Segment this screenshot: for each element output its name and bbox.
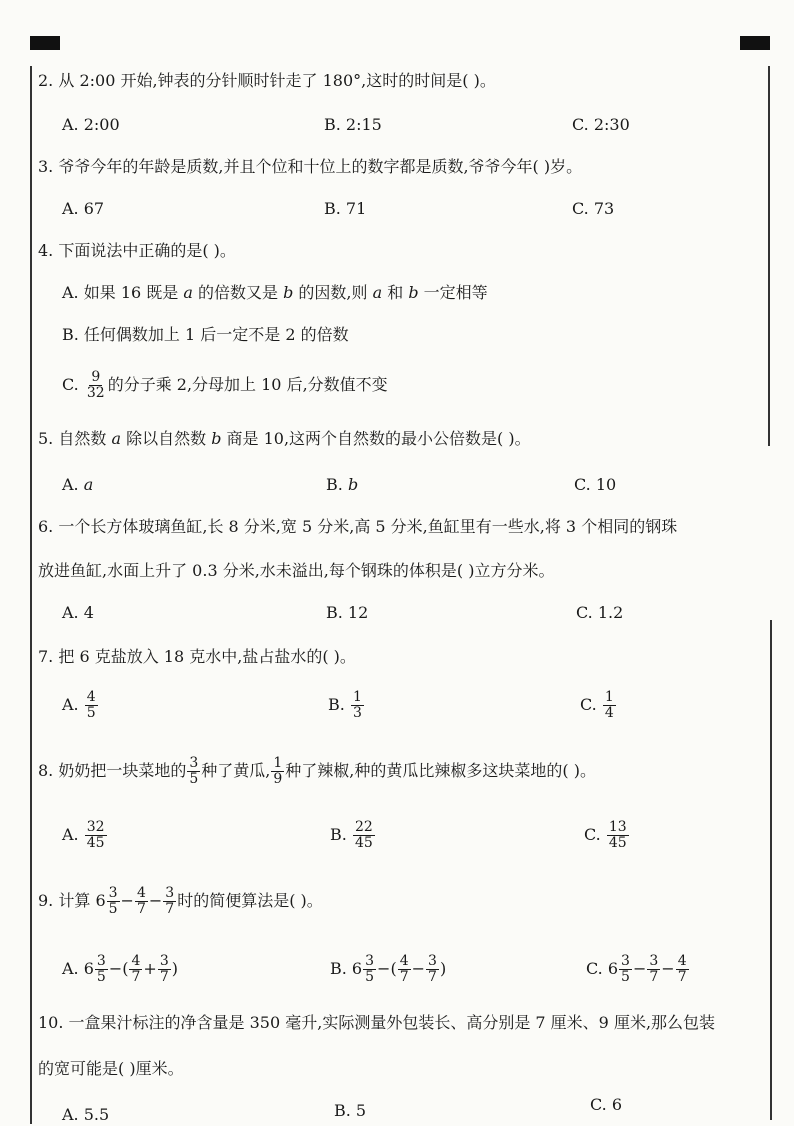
q9-op-2: − [148,891,163,910]
q9a-end: ) [171,959,178,978]
question-2-stem: 2. 从 2:00 开始,钟表的分针顺时针走了 180°,这时的时间是( )。 [38,71,496,90]
q8-text-1: 8. 奶奶把一块菜地的 [38,761,187,780]
question-4-stem: 4. 下面说法中正确的是( )。 [38,241,236,260]
q9c-n3: 4 [677,953,687,969]
q5-text-3: 商是 10,这两个自然数的最小公倍数是( )。 [221,429,531,448]
q8a-prefix: A. [62,825,79,844]
q9b-d1: 5 [365,969,375,985]
question-9-option-c[interactable] [586,954,690,985]
question-6-option-c[interactable]: C. 1.2 [576,603,624,622]
q9b-d2: 7 [399,969,409,985]
question-8-option-c[interactable] [584,820,630,851]
q5-var-1: a [111,429,121,448]
q9b-fraction-1 [363,954,376,985]
q9-fraction-1 [107,886,120,917]
q5a-prefix: A. [62,475,84,494]
question-3-option-b[interactable]: B. 71 [324,199,367,218]
question-7-option-c[interactable] [580,690,617,721]
q8-f2-denominator: 9 [273,771,283,787]
q9-d2: 7 [136,901,146,917]
question-3-option-a[interactable]: A. 67 [62,199,105,218]
question-10-option-a[interactable]: A. 5.5 [62,1105,110,1124]
q9c-fraction-1 [619,954,632,985]
q7b-denominator: 3 [352,705,362,721]
question-9-option-a[interactable] [62,954,178,985]
q9c-fraction-3 [676,954,689,985]
question-6-stem-line2: 放进鱼缸,水面上升了 0.3 分米,水未溢出,每个钢珠的体积是( )立方分米。 [38,561,555,580]
q5-var-2: b [211,429,222,448]
question-10-option-b[interactable]: B. 5 [334,1101,367,1120]
question-4-option-c[interactable] [62,370,388,401]
q4a-var-2: b [283,283,294,302]
q8b-denominator: 45 [354,835,373,851]
q8c-fraction [607,820,629,851]
q9b-n3: 3 [428,953,437,969]
q4a-text-2: 的倍数又是 [192,283,284,302]
q8c-prefix: C. [584,825,601,844]
q9c-d2: 7 [649,969,659,985]
q7a-denominator: 5 [86,705,96,721]
q9a-fraction-2 [129,954,142,985]
q5-text-2: 除以自然数 [121,429,212,448]
q9a-n2: 4 [131,953,141,969]
q4c-denominator: 32 [86,385,105,401]
q5b-var: b [347,475,359,494]
q8b-numerator: 22 [354,819,373,835]
q8-f2-numerator: 1 [273,755,283,771]
answer-frame-left [30,66,32,1124]
q8a-numerator: 32 [86,819,105,835]
q9c-d3: 7 [677,969,687,985]
question-8-option-b[interactable] [330,820,376,851]
q9b-op: − [411,959,426,978]
q8a-denominator: 45 [86,835,105,851]
q9-fraction-2 [135,886,148,917]
q7a-fraction [85,690,98,721]
question-8-stem [38,756,596,787]
q8-f1-numerator: 3 [189,755,199,771]
q9a-n1: 3 [96,953,106,969]
q7b-fraction [351,690,364,721]
q9-d1: 5 [108,901,118,917]
question-2-option-c[interactable]: C. 2:30 [572,115,630,134]
question-4-option-b[interactable]: B. 任何偶数加上 1 后一定不是 2 的倍数 [62,325,349,344]
q9-d3: 7 [165,901,175,917]
question-4-option-a[interactable] [62,282,488,304]
q8c-numerator: 13 [608,819,627,835]
answer-frame-right-lower [770,620,772,1120]
q4c-fraction [85,370,107,401]
q9-n3: 3 [165,885,175,901]
q9a-prefix: A. 6 [62,959,94,978]
question-7-option-b[interactable] [328,690,365,721]
q7b-numerator: 1 [352,689,362,705]
question-6-stem-line1: 6. 一个长方体玻璃鱼缸,长 8 分米,宽 5 分米,高 5 分米,鱼缸里有一些水,将 3 个相同的钢珠 [38,517,678,536]
question-3-option-c[interactable]: C. 73 [572,199,615,218]
q4a-var-1: a [183,283,193,302]
q8-text-3: 种了辣椒,种的黄瓜比辣椒多这块菜地的( )。 [285,761,596,780]
question-10-stem-line2: 的宽可能是( )厘米。 [38,1059,184,1078]
q9c-n1: 3 [621,953,630,969]
q9b-prefix: B. 6 [330,959,363,978]
question-9-option-b[interactable] [330,954,446,985]
question-7-stem: 7. 把 6 克盐放入 18 克水中,盐占盐水的( )。 [38,647,356,666]
q4a-text-3: 的因数,则 [293,283,373,302]
q4c-suffix: 的分子乘 2,分母加上 10 后,分数值不变 [107,375,388,394]
answer-frame-right [768,66,770,446]
q5-text-1: 5. 自然数 [38,429,112,448]
q8b-prefix: B. [330,825,347,844]
q9a-mid: −( [108,959,129,978]
q8a-fraction [85,820,107,851]
question-3-stem: 3. 爷爷今年的年龄是质数,并且个位和十位上的数字都是质数,爷爷今年( )岁。 [38,157,583,176]
q7a-prefix: A. [62,695,79,714]
q9a-n3: 3 [159,953,169,969]
q9a-d3: 7 [159,969,169,985]
q9b-end: ) [439,959,447,978]
q4a-text-4: 和 [382,283,409,302]
q5a-var: a [83,475,94,494]
q8-fraction-2 [271,756,284,787]
q9-text-1: 9. 计算 6 [38,891,106,910]
q4a-var-4: b [408,283,419,302]
question-9-stem [38,886,323,917]
q4a-text-5: 一定相等 [418,283,488,302]
q9b-d3: 7 [428,969,437,985]
q8c-denominator: 45 [608,835,627,851]
q7c-fraction [603,690,616,721]
q9b-n2: 4 [399,953,409,969]
q9-fraction-3 [163,886,176,917]
question-6-option-b[interactable]: B. 12 [326,603,369,622]
q7c-denominator: 4 [604,705,614,721]
q9c-prefix: C. 6 [586,959,619,978]
q9-n2: 4 [136,885,146,901]
q5b-prefix: B. [326,475,348,494]
q4c-numerator: 9 [91,369,101,385]
q7a-numerator: 4 [86,689,96,705]
q9-op-1: − [120,891,134,910]
q9c-d1: 5 [621,969,630,985]
question-2-option-a[interactable]: A. 2:00 [62,115,120,134]
q9a-op: + [143,959,157,978]
q4a-var-3: a [372,283,383,302]
q9a-d2: 7 [131,969,141,985]
question-5-option-a[interactable] [62,474,93,496]
question-7-option-a[interactable] [62,690,99,721]
question-10-stem-line1: 10. 一盒果汁标注的净含量是 350 毫升,实际测量外包装长、高分别是 7 厘米、9 厘米,那么包装 [38,1013,716,1032]
q7c-numerator: 1 [604,689,614,705]
q7c-prefix: C. [580,695,597,714]
question-5-option-c[interactable]: C. 10 [574,475,617,494]
q9a-fraction-3 [158,954,171,985]
q8-f1-denominator: 5 [189,771,199,787]
q9b-n1: 3 [365,953,375,969]
q9c-op-2: − [661,959,675,978]
q9b-mid: −( [377,959,397,978]
question-8-option-a[interactable] [62,820,108,851]
question-6-option-a[interactable]: A. 4 [62,603,94,622]
q8-fraction-1 [187,756,200,787]
question-5-stem [38,428,531,450]
q9c-fraction-2 [647,954,660,985]
q8-text-2: 种了黄瓜, [201,761,271,780]
registration-mark-left [30,36,60,50]
q9a-fraction-1 [95,954,108,985]
q9b-fraction-3 [426,954,439,985]
q8b-fraction [353,820,375,851]
q9a-d1: 5 [96,969,106,985]
question-5-option-b[interactable] [326,474,358,496]
q9c-n2: 3 [649,953,659,969]
q7b-prefix: B. [328,695,345,714]
q9-n1: 3 [108,885,118,901]
q4a-text-1: A. 如果 16 既是 [62,283,184,302]
q9-text-2: 时的简便算法是( )。 [177,891,323,910]
registration-mark-right [740,36,770,50]
q9b-fraction-2 [398,954,411,985]
question-2-option-b[interactable]: B. 2:15 [324,115,382,134]
question-10-option-c[interactable]: C. 6 [590,1095,623,1114]
q9c-op-1: − [632,959,647,978]
q4c-prefix: C. [62,375,79,394]
